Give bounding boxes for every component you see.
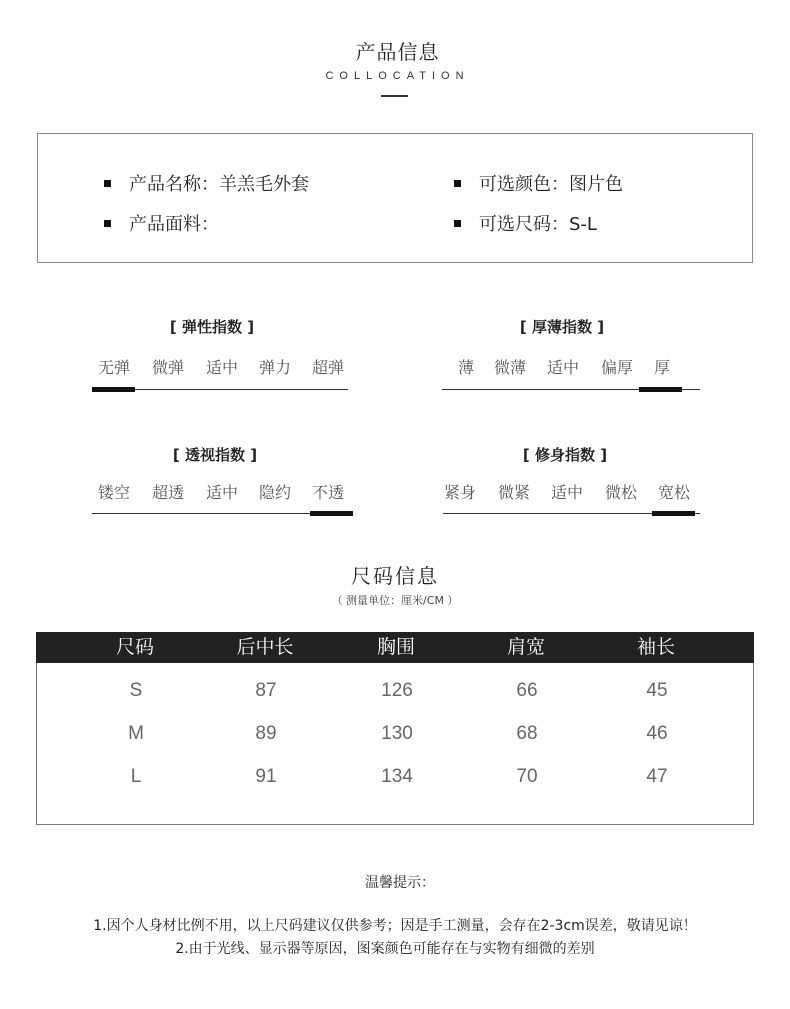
fit-option: 宽松 (657, 483, 690, 502)
size-table (36, 632, 754, 825)
elasticity-index-title: [ 弹性指数 ] (169, 318, 255, 336)
note-line-1: 1.因个人身材比例不用，以上尺码建议仅供参考；因是手工测量，会存在2-3cm误差，敬请见谅！ (93, 918, 697, 934)
fit-option: 微紧 (497, 483, 530, 502)
info-product-fabric (104, 210, 219, 236)
table-cell: L (130, 766, 142, 787)
col-header-back-length: 后中长 (236, 636, 294, 658)
bullet-icon (454, 180, 461, 187)
thickness-selected-marker (639, 387, 682, 392)
transparency-selected-marker (310, 511, 353, 516)
thickness-option: 微薄 (493, 358, 526, 377)
table-cell: 66 (516, 680, 538, 701)
elasticity-option: 弹力 (258, 358, 291, 377)
transparency-option: 镂空 (97, 483, 130, 502)
thickness-option: 适中 (546, 358, 579, 377)
notes-title: 温馨提示： (365, 875, 435, 891)
info-size (454, 210, 597, 236)
table-cell: M (128, 723, 144, 744)
fit-option: 微松 (604, 483, 637, 502)
transparency-option: 适中 (205, 483, 238, 502)
table-cell: 70 (516, 766, 538, 787)
table-cell: 46 (646, 723, 668, 744)
fit-option: 适中 (550, 483, 583, 502)
info-color (454, 170, 623, 196)
title-divider (381, 95, 408, 97)
size-unit-note: （ 测量单位：厘米/CM ） (331, 594, 459, 607)
thickness-option: 薄 (457, 358, 474, 377)
elasticity-option: 适中 (205, 358, 238, 377)
fit-selected-marker (652, 511, 695, 516)
table-cell: 47 (646, 766, 668, 787)
bullet-icon (104, 220, 111, 227)
bullet-icon (104, 180, 111, 187)
col-header-sleeve: 袖长 (636, 636, 675, 658)
elasticity-option: 超弹 (311, 358, 344, 377)
info-product-name-text: 产品名称：羊羔毛外套 (129, 174, 309, 195)
size-info-title: 尺码信息 (351, 564, 439, 588)
col-header-shoulder: 肩宽 (506, 636, 545, 658)
info-color-text: 可选颜色：图片色 (479, 174, 623, 195)
table-cell: 45 (646, 680, 668, 701)
product-info-box (37, 133, 753, 263)
info-product-name (104, 170, 309, 196)
elasticity-option: 微弹 (151, 358, 184, 377)
info-size-text: 可选尺码：S-L (479, 214, 597, 235)
size-table-header (36, 632, 754, 663)
note-line-2: 2.由于光线、显示器等原因，图案颜色可能存在与实物有细微的差别 (175, 941, 595, 957)
fit-index-title: [ 修身指数 ] (522, 446, 608, 464)
transparency-option: 不透 (311, 483, 344, 502)
transparency-index-title: [ 透视指数 ] (172, 446, 258, 464)
page-subtitle: COLLOCATION (325, 70, 470, 82)
col-header-size: 尺码 (115, 636, 154, 658)
bullet-icon (454, 220, 461, 227)
table-cell: 68 (516, 723, 538, 744)
thickness-option: 偏厚 (600, 358, 633, 377)
transparency-option: 隐约 (258, 483, 291, 502)
table-cell: 87 (255, 680, 277, 701)
col-header-chest: 胸围 (376, 636, 415, 658)
transparency-option: 超透 (151, 483, 184, 502)
table-cell: 91 (255, 766, 277, 787)
table-cell: 89 (255, 723, 277, 744)
elasticity-option: 无弹 (97, 358, 130, 377)
page-title: 产品信息 (355, 40, 440, 64)
table-cell: 126 (381, 680, 413, 701)
table-cell: S (129, 680, 143, 701)
fit-option: 紧身 (443, 483, 476, 502)
thickness-option: 厚 (653, 358, 670, 377)
thickness-index-title: [ 厚薄指数 ] (519, 318, 605, 336)
info-product-fabric-text: 产品面料： (129, 214, 219, 235)
table-cell: 134 (381, 766, 413, 787)
table-cell: 130 (381, 723, 413, 744)
elasticity-selected-marker (92, 387, 135, 392)
